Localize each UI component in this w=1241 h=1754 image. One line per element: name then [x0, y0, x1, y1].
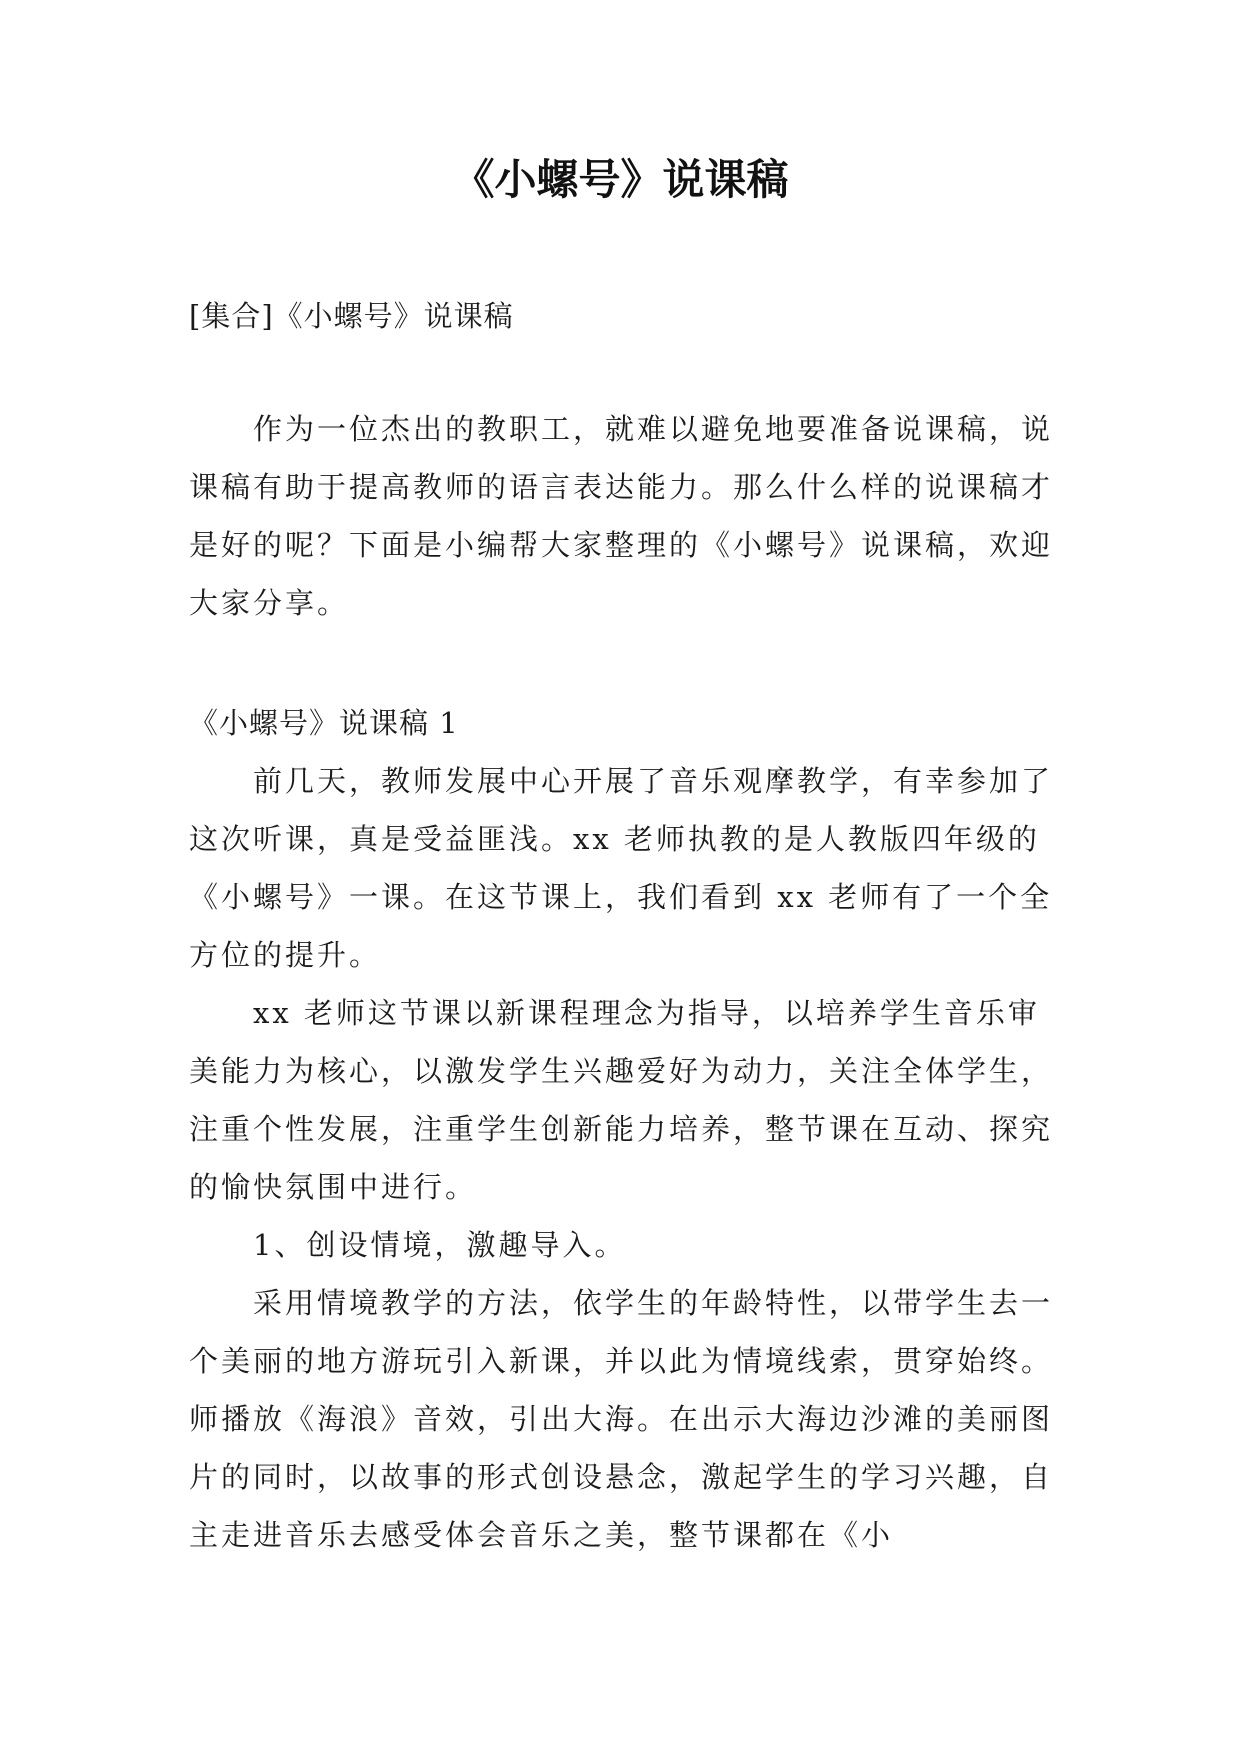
body-paragraph: 采用情境教学的方法，依学生的年龄特性，以带学生去一个美丽的地方游玩引入新课，并以此为情境线索，贯穿始终。师播放《海浪》音效，引出大海。在出示大海边沙滩的美丽图片的同时，以故事的形式创设悬念，激起学生的学习兴趣，自主走进音乐去感受体会音乐之美，整节课都在《小	[189, 1286, 1054, 1552]
intro-paragraph: 作为一位杰出的教职工，就难以避免地要准备说课稿，说课稿有助于提高教师的语言表达能力。那么什么样的说课稿才是好的呢？下面是小编帮大家整理的《小螺号》说课稿，欢迎大家分享。	[189, 412, 1054, 620]
body-paragraph: 1、创设情境，激趣导入。	[253, 1228, 627, 1262]
body-paragraph: 前几天，教师发展中心开展了音乐观摩教学，有幸参加了这次听课，真是受益匪浅。xx 老师执教的是人教版四年级的《小螺号》一课。在这节课上，我们看到 xx 老师有了一个全方位的提升。	[189, 764, 1054, 972]
document-title: 《小螺号》说课稿	[452, 155, 789, 204]
body-paragraph: xx 老师这节课以新课程理念为指导，以培养学生音乐审美能力为核心，以激发学生兴趣爱好为动力，关注全体学生，注重个性发展，注重学生创新能力培养，整节课在互动、探究的愉快氛围中进行。	[189, 996, 1054, 1204]
document-subtitle: [集合]《小螺号》说课稿	[189, 299, 514, 333]
section-1	[189, 694, 1055, 1564]
section-heading: 《小螺号》说课稿 1	[189, 706, 459, 740]
